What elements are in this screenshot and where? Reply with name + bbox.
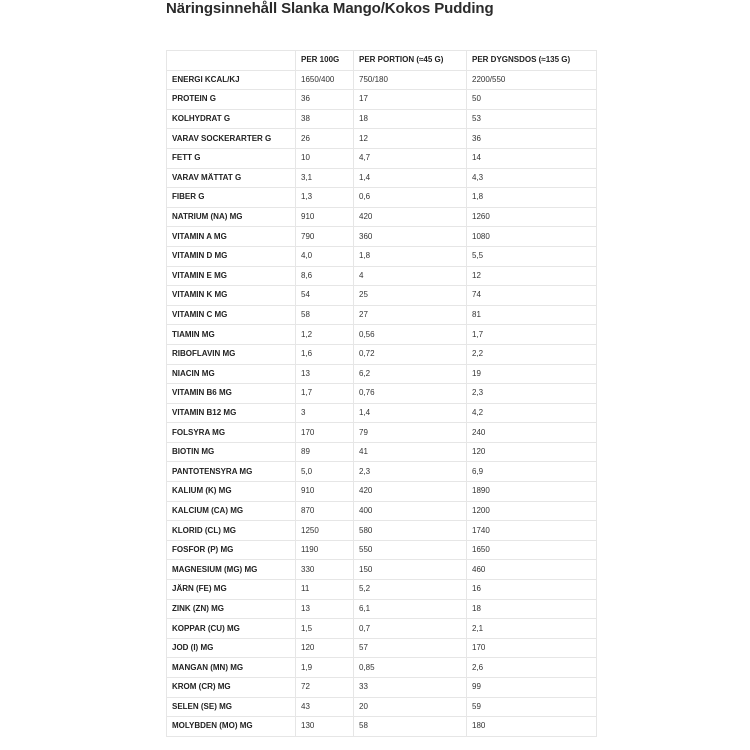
nutrient-value: 420	[354, 482, 467, 502]
nutrient-value: 74	[467, 286, 597, 306]
nutrient-value: 12	[354, 129, 467, 149]
nutrient-value: 1,9	[296, 658, 354, 678]
nutrient-value: 170	[467, 638, 597, 658]
nutrient-value: 19	[467, 364, 597, 384]
nutrient-value: 0,56	[354, 325, 467, 345]
table-row	[167, 540, 597, 560]
nutrient-value: 10	[296, 148, 354, 168]
nutrient-value: 400	[354, 501, 467, 521]
table-row	[167, 599, 597, 619]
nutrient-value: 38	[296, 109, 354, 129]
nutrient-value: 17	[354, 90, 467, 110]
nutrient-label: VITAMIN K MG	[167, 286, 296, 306]
nutrient-value: 13	[296, 364, 354, 384]
column-header: PER 100G	[296, 51, 354, 71]
table-row	[167, 286, 597, 306]
nutrient-value: 180	[467, 717, 597, 737]
column-header: PER PORTION (≈45 G)	[354, 51, 467, 71]
nutrient-label: KROM (CR) MG	[167, 678, 296, 698]
table-row	[167, 403, 597, 423]
nutrient-value: 460	[467, 560, 597, 580]
nutrient-value: 26	[296, 129, 354, 149]
nutrient-value: 240	[467, 423, 597, 443]
nutrient-value: 1190	[296, 540, 354, 560]
nutrient-label: KOLHYDRAT G	[167, 109, 296, 129]
nutrient-value: 14	[467, 148, 597, 168]
nutrient-label: RIBOFLAVIN MG	[167, 344, 296, 364]
nutrient-value: 79	[354, 423, 467, 443]
nutrient-value: 54	[296, 286, 354, 306]
nutrient-value: 1080	[467, 227, 597, 247]
table-row	[167, 462, 597, 482]
nutrient-value: 4,3	[467, 168, 597, 188]
nutrient-value: 41	[354, 442, 467, 462]
nutrient-value: 58	[354, 717, 467, 737]
nutrient-value: 11	[296, 580, 354, 600]
nutrient-label: KALCIUM (CA) MG	[167, 501, 296, 521]
table-row	[167, 109, 597, 129]
nutrient-label: VITAMIN A MG	[167, 227, 296, 247]
nutrient-label: FETT G	[167, 148, 296, 168]
nutrient-value: 6,2	[354, 364, 467, 384]
nutrient-value: 360	[354, 227, 467, 247]
nutrient-value: 3,1	[296, 168, 354, 188]
nutrient-label: JOD (I) MG	[167, 638, 296, 658]
nutrient-label: ENERGI KCAL/KJ	[167, 70, 296, 90]
nutrient-value: 0,72	[354, 344, 467, 364]
nutrient-label: KOPPAR (CU) MG	[167, 619, 296, 639]
table-header-row	[167, 51, 597, 71]
nutrient-value: 910	[296, 482, 354, 502]
nutrient-value: 72	[296, 678, 354, 698]
nutrient-label: JÄRN (FE) MG	[167, 580, 296, 600]
nutrient-value: 170	[296, 423, 354, 443]
nutrient-value: 13	[296, 599, 354, 619]
nutrient-value: 120	[296, 638, 354, 658]
nutrient-value: 8,6	[296, 266, 354, 286]
page-title: Näringsinnehåll Slanka Mango/Kokos Pudding	[166, 0, 494, 17]
nutrient-value: 1,7	[296, 384, 354, 404]
nutrient-value: 790	[296, 227, 354, 247]
nutrient-value: 550	[354, 540, 467, 560]
table-body	[167, 70, 597, 736]
nutrient-value: 5,5	[467, 246, 597, 266]
table-row	[167, 148, 597, 168]
nutrient-value: 2,3	[467, 384, 597, 404]
nutrient-value: 50	[467, 90, 597, 110]
table-row	[167, 168, 597, 188]
nutrient-value: 99	[467, 678, 597, 698]
nutrient-value: 0,7	[354, 619, 467, 639]
nutrient-value: 1,4	[354, 403, 467, 423]
nutrient-value: 1,4	[354, 168, 467, 188]
nutrient-label: VITAMIN E MG	[167, 266, 296, 286]
nutrient-label: NIACIN MG	[167, 364, 296, 384]
nutrient-value: 1,6	[296, 344, 354, 364]
nutrient-value: 120	[467, 442, 597, 462]
nutrient-value: 2,1	[467, 619, 597, 639]
nutrient-value: 1740	[467, 521, 597, 541]
nutrient-value: 870	[296, 501, 354, 521]
nutrient-label: NATRIUM (NA) MG	[167, 207, 296, 227]
nutrient-label: FOLSYRA MG	[167, 423, 296, 443]
nutrient-label: VITAMIN D MG	[167, 246, 296, 266]
nutrient-value: 6,1	[354, 599, 467, 619]
nutrient-label: FIBER G	[167, 188, 296, 208]
table-row	[167, 266, 597, 286]
table-row	[167, 227, 597, 247]
nutrient-value: 1890	[467, 482, 597, 502]
nutrient-value: 53	[467, 109, 597, 129]
table-row	[167, 344, 597, 364]
table-row	[167, 70, 597, 90]
nutrient-value: 36	[467, 129, 597, 149]
nutrient-value: 5,0	[296, 462, 354, 482]
table-row	[167, 246, 597, 266]
nutrient-label: MANGAN (MN) MG	[167, 658, 296, 678]
nutrition-table	[166, 50, 597, 737]
nutrient-value: 3	[296, 403, 354, 423]
nutrient-value: 18	[354, 109, 467, 129]
nutrient-value: 1,8	[354, 246, 467, 266]
nutrient-value: 57	[354, 638, 467, 658]
table-row	[167, 619, 597, 639]
table-row	[167, 560, 597, 580]
table-row	[167, 521, 597, 541]
nutrient-value: 81	[467, 305, 597, 325]
nutrient-value: 0,6	[354, 188, 467, 208]
table-row	[167, 580, 597, 600]
nutrient-value: 4,7	[354, 148, 467, 168]
nutrient-value: 2,2	[467, 344, 597, 364]
nutrient-value: 89	[296, 442, 354, 462]
nutrient-value: 750/180	[354, 70, 467, 90]
table-row	[167, 638, 597, 658]
nutrient-label: VITAMIN B12 MG	[167, 403, 296, 423]
table-row	[167, 188, 597, 208]
nutrient-value: 330	[296, 560, 354, 580]
nutrient-value: 910	[296, 207, 354, 227]
table-row	[167, 658, 597, 678]
nutrient-label: KLORID (CL) MG	[167, 521, 296, 541]
nutrient-label: ZINK (ZN) MG	[167, 599, 296, 619]
nutrient-label: TIAMIN MG	[167, 325, 296, 345]
table-row	[167, 501, 597, 521]
nutrient-value: 0,76	[354, 384, 467, 404]
nutrient-value: 150	[354, 560, 467, 580]
nutrient-value: 1,8	[467, 188, 597, 208]
nutrient-value: 36	[296, 90, 354, 110]
nutrient-value: 2,6	[467, 658, 597, 678]
nutrient-label: VITAMIN C MG	[167, 305, 296, 325]
nutrient-value: 59	[467, 697, 597, 717]
nutrient-value: 130	[296, 717, 354, 737]
nutrient-value: 2,3	[354, 462, 467, 482]
nutrient-label: SELEN (SE) MG	[167, 697, 296, 717]
nutrient-value: 1250	[296, 521, 354, 541]
nutrient-value: 0,85	[354, 658, 467, 678]
table-row	[167, 678, 597, 698]
nutrient-value: 16	[467, 580, 597, 600]
nutrient-value: 1,3	[296, 188, 354, 208]
table-row	[167, 482, 597, 502]
nutrient-value: 25	[354, 286, 467, 306]
nutrient-label: FOSFOR (P) MG	[167, 540, 296, 560]
nutrient-label: BIOTIN MG	[167, 442, 296, 462]
nutrient-value: 2200/550	[467, 70, 597, 90]
nutrient-label: VARAV SOCKERARTER G	[167, 129, 296, 149]
nutrient-value: 1,5	[296, 619, 354, 639]
column-header	[167, 51, 296, 71]
table-row	[167, 697, 597, 717]
nutrient-label: MOLYBDEN (MO) MG	[167, 717, 296, 737]
table-row	[167, 384, 597, 404]
nutrient-value: 1200	[467, 501, 597, 521]
nutrient-label: MAGNESIUM (MG) MG	[167, 560, 296, 580]
table-row	[167, 364, 597, 384]
table-row	[167, 305, 597, 325]
nutrient-value: 18	[467, 599, 597, 619]
nutrient-value: 1,7	[467, 325, 597, 345]
nutrient-label: PANTOTENSYRA MG	[167, 462, 296, 482]
nutrient-value: 1650/400	[296, 70, 354, 90]
nutrient-value: 43	[296, 697, 354, 717]
table-row	[167, 325, 597, 345]
nutrient-value: 4,0	[296, 246, 354, 266]
table-row	[167, 442, 597, 462]
nutrient-value: 1650	[467, 540, 597, 560]
nutrient-value: 4	[354, 266, 467, 286]
nutrient-label: VARAV MÄTTAT G	[167, 168, 296, 188]
nutrient-value: 5,2	[354, 580, 467, 600]
column-header: PER DYGNSDOS (≈135 G)	[467, 51, 597, 71]
nutrient-value: 1260	[467, 207, 597, 227]
table-row	[167, 90, 597, 110]
nutrient-value: 27	[354, 305, 467, 325]
nutrient-value: 33	[354, 678, 467, 698]
nutrient-label: VITAMIN B6 MG	[167, 384, 296, 404]
table-row	[167, 423, 597, 443]
table-row	[167, 207, 597, 227]
nutrient-label: PROTEIN G	[167, 90, 296, 110]
table-row	[167, 717, 597, 737]
nutrient-value: 58	[296, 305, 354, 325]
nutrient-value: 580	[354, 521, 467, 541]
nutrient-value: 4,2	[467, 403, 597, 423]
nutrient-value: 6,9	[467, 462, 597, 482]
nutrient-value: 1,2	[296, 325, 354, 345]
nutrient-value: 12	[467, 266, 597, 286]
nutrient-label: KALIUM (K) MG	[167, 482, 296, 502]
table-row	[167, 129, 597, 149]
nutrient-value: 420	[354, 207, 467, 227]
nutrient-value: 20	[354, 697, 467, 717]
